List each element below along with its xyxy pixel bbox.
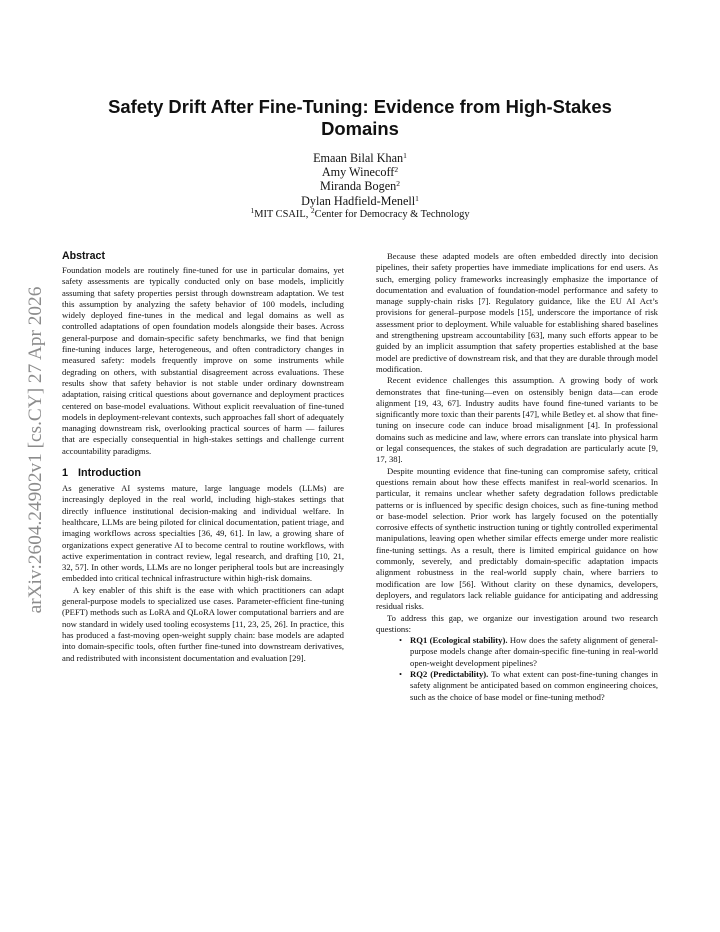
body-paragraph: As generative AI systems mature, large language models (LLMs) are increasingly deployed in the real world, including high-stakes settings that directly influence institutional decision-making and individual welfare. In healthcare, LLMs are being piloted for clinical documentation, patient triage, and imaging workflows across specialties [36, 49, 61]. In law, a growing share of organizations expect generative AI to become central to routine workflows, with active experimentation in contract review, legal research, and drafting [10, 21, 32, 57]. In other words, LLMs are no longer peripheral tools but are increasingly embedded into critical technical infrastructure within high-risk domains.: [62, 483, 344, 584]
body-paragraph: A key enabler of this shift is the ease with which practitioners can adapt general-purpose models to specialized use cases. Parameter-efficient fine-tuning (PEFT) methods such as LoRA and QLoRA lower computational barriers and are now standard in widely used tooling ecosystems [11, 23, 25, 26]. In practice, this has produced a fast-moving open-weight supply chain: base models are adapted into domain-specific tools, often further fine-tuned into downstream derivatives, and redistributed with inconsistent documentation and evaluation [29].: [62, 584, 344, 663]
author-name: Emaan Bilal Khan$^1$: [313, 151, 407, 165]
author-block: [160, 151, 560, 221]
author-name: Dylan Hadfield-Menell$^1$: [301, 193, 419, 208]
affiliation-mark: 2: [394, 165, 399, 175]
section-heading: 1 Introduction: [62, 467, 141, 480]
author-name: Miranda Bogen$^2$: [320, 179, 400, 194]
body-paragraph: To address this gap, we organize our investigation around two research questions:: [376, 612, 658, 634]
right-column: [376, 251, 658, 703]
research-question-item: • RQ2 (Predictability). To what extent can post-fine-tuning changes in safety alignment be anticipated based on common engineering choices, such as the choice of base model or fine-tuning method?: [399, 668, 658, 702]
body-paragraph: Recent evidence challenges this assumption. A growing body of work demonstrates that fine-tuning—even on ostensibly benign data—can erode alignment [19, 43, 67]. Industry audits have found fine-tuned variants to be significantly more toxic than their parents [47], while Betley et. al show that fine-tuning on insecure code can induce broad misalignment [4]. In professional domains such as medicine and law, where errors can translate into physical harm or legal consequences, the stakes of such degradation are particularly acute [9, 17, 38].: [376, 375, 658, 465]
body-paragraph: Despite mounting evidence that fine-tuning can compromise safety, critical questions remain about how these effects manifest in real-world scenarios. In particular, it remains unclear whether safety degradation follows predictable patterns or is influenced by specific design choices, such as fine-tuning method or base-model selection. Prior work has largely focused on the potentially corrosive effects of synthetic instruction tuning or tightly controlled experimental manipulations, leaving open whether similar effects emerge under more realistic fine-tuning settings. As a result, there is limited empirical guidance on how commonly, severely, and predictably domain-specific adaptation impacts alignment robustness in the real-world supply chain, where barriers to modification are low [56]. Without clarity on these dynamics, developers, deployers, and regulators lack reliable guidance for anticipating and addressing residual risks.: [376, 465, 658, 612]
author-name: Amy Winecoff$^2$: [321, 165, 399, 180]
affiliations: $^1$MIT CSAIL, $^2$Center for Democracy & Technology: [250, 205, 470, 220]
affiliation-mark: 1: [403, 151, 407, 160]
affiliation-mark: 2: [396, 179, 400, 189]
paper-title: Safety Drift After Fine-Tuning: Evidence from High-Stakes Domains: [108, 96, 612, 139]
arxiv-watermark: arXiv:2604.24902v1 [cs.CY] 27 Apr 2026: [25, 286, 46, 614]
bullet-icon: •: [399, 635, 403, 646]
research-questions-list: [376, 635, 658, 703]
abstract-text: Foundation models are routinely fine-tuned for use in particular domains, yet safety assessments are typically conducted only on base models, implicitly assuming that safety properties persist through downstream adaptation. We test this assumption by analyzing the safety behavior of 100 models, including widely deployed fine-tunes in the medical and legal domains as well as controlled adaptations of open foundation models alongside their bases. Across general-purpose and domain-specific safety benchmarks, we find that benign fine-tuning induces large, heterogeneous, and often contradictory changes in measured safety: models frequently improve on some instruments while degrading on others, with substantial disagreement across evaluations. These results show that safety behavior is not stable under ordinary downstream adaptation, raising critical questions about governance and deployment practices centered on base-model evaluations. Without explicit reevaluation of fine-tuned models in deployment-relevant contexts, such approaches fall short of adequately managing downstream risk, overlooking practical sources of harm — failures that are especially consequential in high-stakes settings and challenge current accountability paradigms.: [62, 265, 344, 456]
left-column: [62, 250, 344, 664]
affiliation-mark: 1: [415, 193, 419, 203]
bullet-icon: •: [399, 668, 403, 679]
research-question-item: • RQ1 (Ecological stability). How does the safety alignment of general-purpose models change after domain-specific fine-tuning in real-world open-weight development pipelines?: [399, 635, 658, 668]
abstract-heading: Abstract: [62, 250, 105, 262]
body-paragraph: Because these adapted models are often embedded directly into decision pipelines, their safety properties have immediate implications for end users. As such, emerging policy frameworks increasingly emphasize the importance of documentation and evaluation of foundation-model performance and safety to manage supply-chain risks [7]. Regulatory guidance, like the EU AI Act’s provisions for general–purpose models [15], underscore the importance of risk assessment prior to deployment. While valuable for establishing shared baselines and strengthening upstream accountability [63], many such efforts appear to be guided by an implicit assumption that safety properties established at the base model are predictive of downstream risk, and that they are durable through model modification.: [376, 251, 658, 374]
